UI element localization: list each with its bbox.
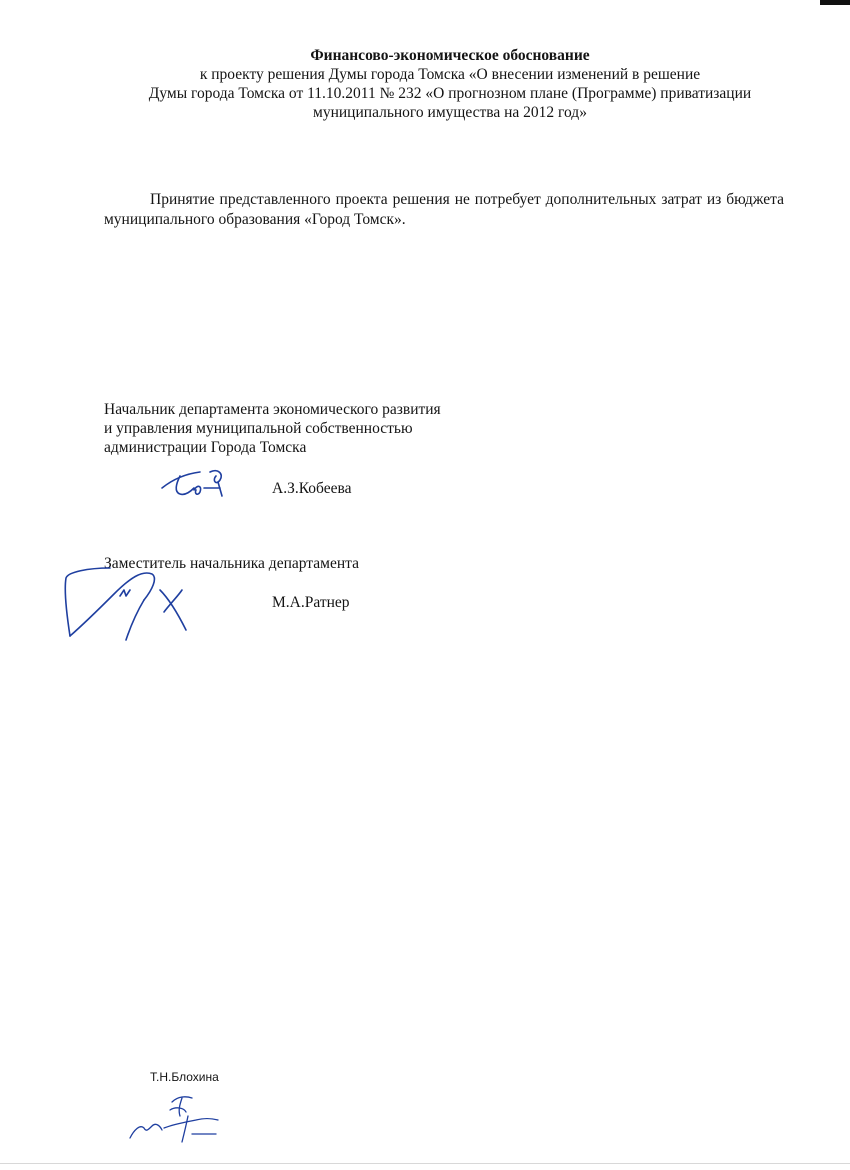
document-title: Финансово-экономическое обоснование bbox=[310, 47, 590, 64]
scan-corner-mark bbox=[820, 0, 850, 5]
executor-signature-image bbox=[126, 1086, 226, 1146]
document-subtitle-line-3: муниципального имущества на 2012 год» bbox=[313, 104, 587, 121]
signature-1-image bbox=[158, 466, 238, 502]
signatory-1-position bbox=[104, 400, 441, 457]
signatory-2-name: М.А.Ратнер bbox=[272, 594, 350, 611]
signatory-2-position: Заместитель начальника департамента bbox=[104, 555, 359, 572]
scan-bottom-edge bbox=[0, 1163, 850, 1164]
signatory-1-position-line-2: и управления муниципальной собственностью bbox=[104, 420, 413, 437]
document-header bbox=[60, 46, 840, 122]
body-paragraph: Принятие представленного проекта решения не потребует дополнительных затрат из бюджета муниципального образования «Город Томск». bbox=[104, 191, 784, 228]
document-subtitle-line-1: к проекту решения Думы города Томска «О внесении изменений в решение bbox=[199, 66, 701, 83]
executor-name: Т.Н.Блохина bbox=[150, 1070, 219, 1084]
signatory-1-name: А.З.Кобеева bbox=[272, 480, 352, 497]
signature-2-image bbox=[60, 560, 200, 644]
document-subtitle-line-2: Думы города Томска от 11.10.2011 № 232 «О прогнозном плане (Программе) приватизации bbox=[148, 85, 752, 102]
signatory-1-position-line-3: администрации Города Томска bbox=[104, 439, 307, 456]
signatory-1-position-line-1: Начальник департамента экономического развития bbox=[104, 401, 441, 418]
